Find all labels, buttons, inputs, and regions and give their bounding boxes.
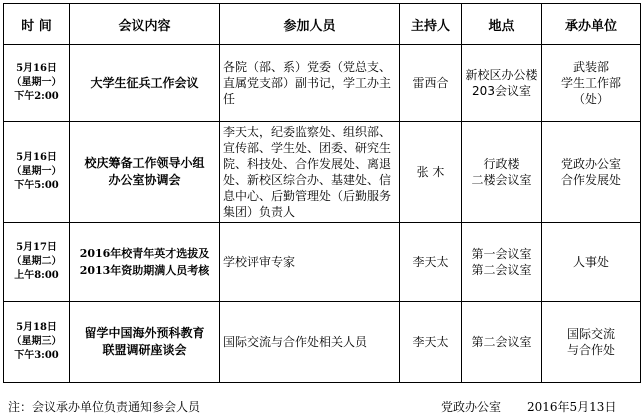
cell-host: 雷西合 [400,45,462,122]
cell-host: 李天太 [400,302,462,383]
cell-organizer [542,302,641,383]
header-time: 时 间 [4,4,70,45]
issue-date: 2016年5月13日 [527,400,617,414]
cell-time [4,45,70,122]
cell-organizer [542,45,641,122]
time-hour: 下午3:00 [14,350,59,361]
time-weekday: （星期一） [11,77,62,88]
title-line: 大学生征兵工作会议 [90,75,199,90]
meeting-schedule-table [3,3,641,383]
cell-attendees: 学校评审专家 [220,223,400,302]
cell-attendees: 李天太，纪委监察处、组织部、宣传部、学生处、团委、研究生院、科技处、合作发展处、离退处、新校区综合办、基建处、信息中心、后勤管理处（后勤服务集团）负责人 [220,122,400,223]
time-hour: 上午8:00 [14,270,59,281]
time-weekday: （星期三） [11,336,62,347]
organizer-line: 学生工作部 [560,76,621,90]
title-line: 办公室协调会 [108,173,181,187]
cell-organizer [542,223,641,302]
header-organizer: 承办单位 [542,4,641,45]
location-line: 二楼会议室 [471,173,532,187]
organizer-line: 与合作处 [566,343,615,357]
table-row [4,122,641,223]
header-row [4,4,641,45]
location-line: 第二会议室 [471,335,532,349]
time-weekday: （星期二） [11,256,62,267]
cell-title [70,122,220,223]
header-location: 地点 [462,4,542,45]
cell-time [4,122,70,223]
organizer-line: 党政办公室 [560,157,621,171]
time-weekday: （星期一） [11,166,62,177]
title-line: 联盟调研座谈会 [102,343,187,357]
organizer-line: 人事处 [572,255,609,269]
table-row [4,45,641,122]
cell-location [462,122,542,223]
location-line: 新校区办公楼 [465,68,538,82]
location-line: 行政楼 [483,157,520,171]
cell-time [4,223,70,302]
cell-location [462,223,542,302]
header-title: 会议内容 [70,4,220,45]
organizer-line: 合作发展处 [560,173,621,187]
cell-title [70,45,220,122]
organizer-line: 国际交流 [566,327,615,341]
issuing-office: 党政办公室 [441,400,502,414]
cell-host: 李天太 [400,223,462,302]
cell-host: 张 木 [400,122,462,223]
time-hour: 下午5:00 [14,180,59,191]
title-line: 留学中国海外预科教育 [84,326,205,340]
table-row [4,223,641,302]
organizer-line: 武装部 [572,60,609,74]
organizer-line: （处） [572,92,609,106]
location-line: 203会议室 [472,84,531,98]
cell-title [70,223,220,302]
footer-note: 注：会议承办单位负责通知参会人员 [8,400,201,414]
header-host: 主持人 [400,4,462,45]
table-row [4,302,641,383]
title-line: 校庆筹备工作领导小组 [84,156,205,170]
cell-organizer [542,122,641,223]
cell-location [462,302,542,383]
header-attendees: 参加人员 [220,4,400,45]
cell-title [70,302,220,383]
title-line: 2016年校青年英才选拔及 [79,247,210,260]
location-line: 第一会议室 [471,247,532,261]
location-line: 第二会议室 [471,263,532,277]
cell-time [4,302,70,383]
title-line: 2013年资助期满人员考核 [79,264,210,277]
time-date: 5月17日 [16,242,57,253]
cell-attendees: 各院（部、系）党委（党总支、直属党支部）副书记，学工办主任 [220,45,400,122]
time-date: 5月16日 [16,63,57,74]
cell-attendees: 国际交流与合作处相关人员 [220,302,400,383]
time-date: 5月18日 [16,322,57,333]
time-hour: 下午2:00 [14,91,59,102]
cell-location [462,45,542,122]
time-date: 5月16日 [16,152,57,163]
